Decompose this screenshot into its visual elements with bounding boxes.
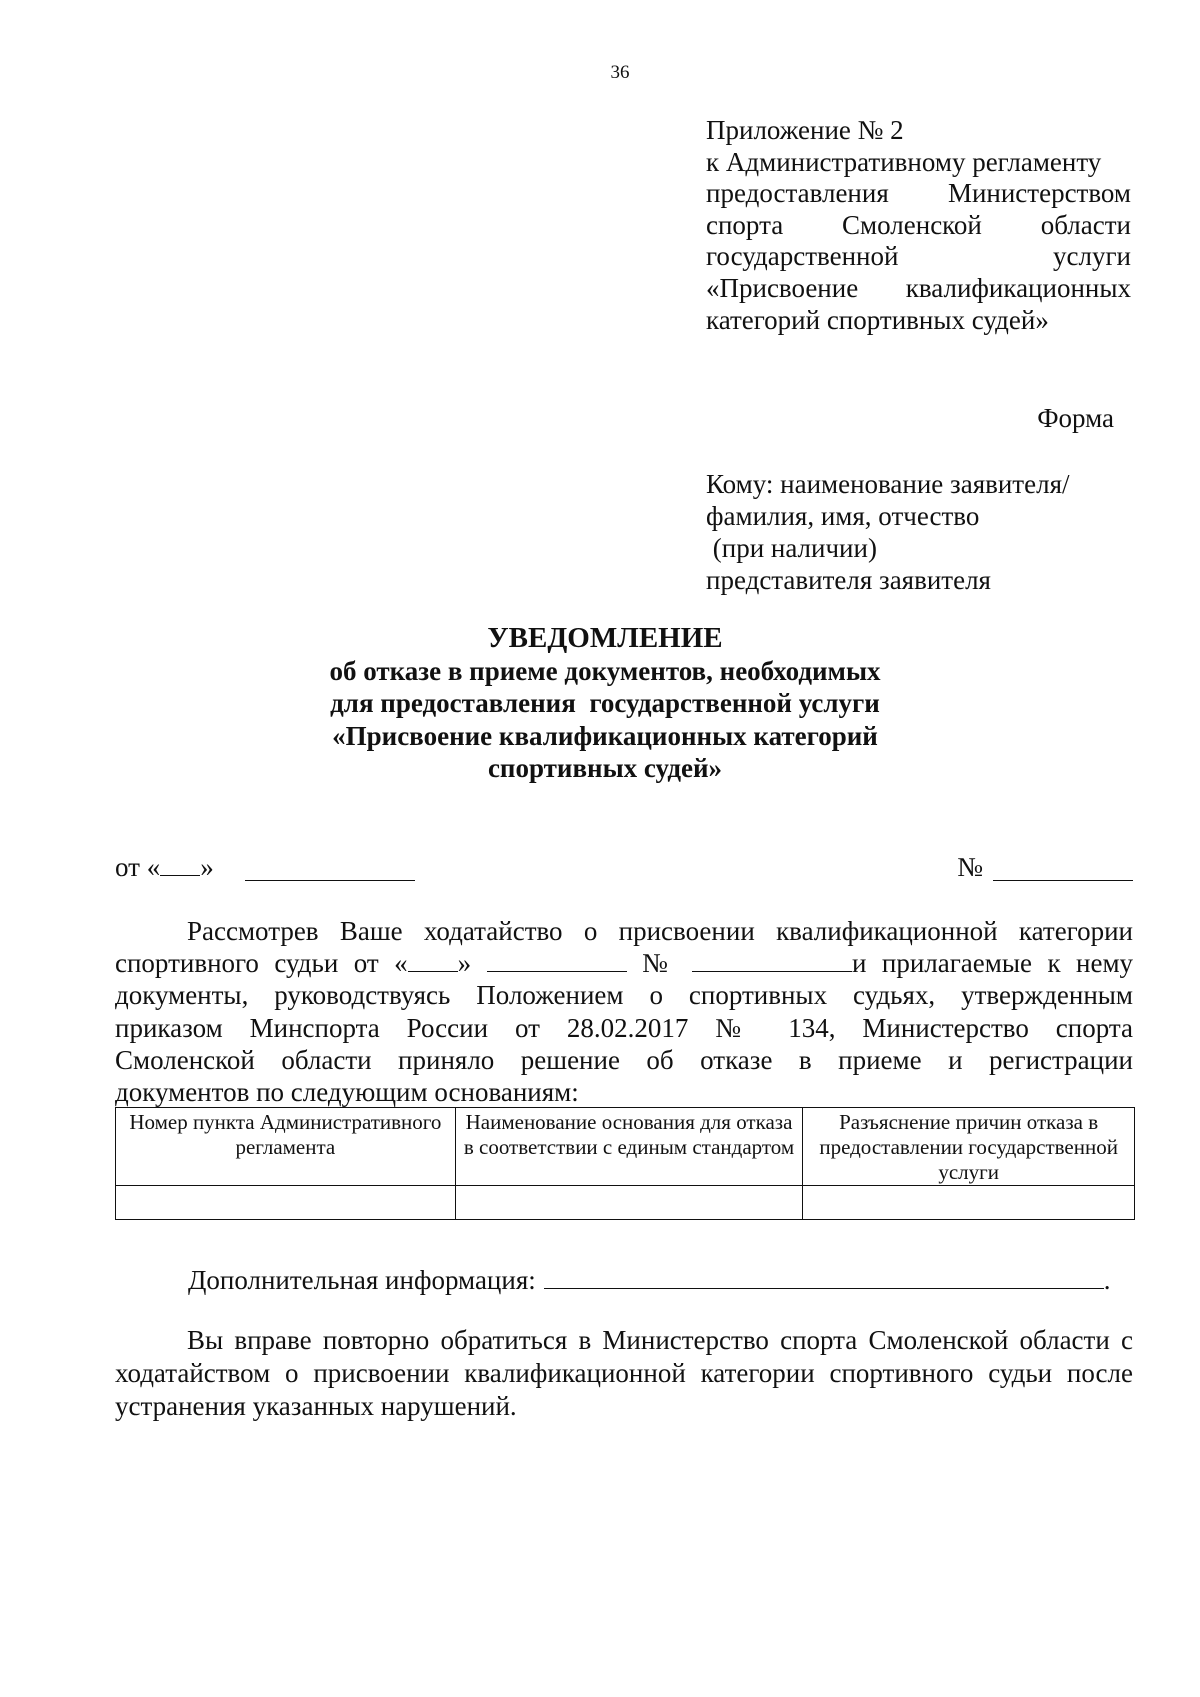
refusal-reasons-table xyxy=(115,1107,1135,1220)
page-number: 36 xyxy=(610,62,630,83)
recipient-line: Кому: наименование заявителя/ xyxy=(706,469,1070,499)
appendix-line: государственной услуги xyxy=(706,241,1131,272)
day-blank xyxy=(408,949,458,972)
additional-info-end: . xyxy=(1103,1265,1111,1295)
date-field xyxy=(115,852,214,883)
recipient-block xyxy=(706,468,1146,596)
notice-subtitle-line: спортивных судей» xyxy=(487,753,723,783)
additional-info-label: Дополнительная информация: xyxy=(188,1265,536,1295)
notice-title xyxy=(240,622,970,785)
body-line: Смоленской области приняло решение об отказе в приеме и регистрации xyxy=(115,1044,1133,1075)
table-header-cell: Номер пункта Административного регламента xyxy=(116,1108,456,1186)
recipient-line: представителя заявителя xyxy=(706,565,991,595)
notice-heading: УВЕДОМЛЕНИЕ xyxy=(487,622,723,654)
appendix-line: спорта Смоленской области xyxy=(706,209,1131,240)
notice-subtitle-line: об отказе в приеме документов, необходимых xyxy=(329,655,881,686)
closing-line: ходатайством о присвоении квалификационной категории спортивного судьи после xyxy=(115,1358,1133,1388)
date-blank xyxy=(487,949,627,972)
appendix-line: категорий спортивных судей» xyxy=(706,304,1049,335)
table-header-cell: Разъяснение причин отказа в предоставлении государственной услуги xyxy=(803,1108,1135,1186)
date-number-row xyxy=(115,852,1133,892)
additional-info-row xyxy=(188,1265,1133,1296)
body-paragraph xyxy=(115,915,1133,1108)
number-blank xyxy=(692,949,852,972)
date-blank xyxy=(245,880,415,881)
table-cell[interactable] xyxy=(116,1186,456,1220)
closing-paragraph xyxy=(115,1324,1133,1423)
body-line: Рассмотрев Ваше ходатайство о присвоении квалификационной категории xyxy=(187,916,1133,946)
appendix-line: «Присвоение квалификационных xyxy=(706,272,1131,303)
recipient-line: (при наличии) xyxy=(706,533,877,563)
body-line: приказом Минспорта России от 28.02.2017 № 134, Министерство спорта xyxy=(115,1012,1133,1043)
table-header-cell: Наименование основания для отказа в соответствии с единым стандартом xyxy=(455,1108,803,1186)
date-prefix: от « xyxy=(115,852,161,882)
table-header-row xyxy=(116,1108,1135,1186)
appendix-line: Приложение № 2 xyxy=(706,115,904,145)
body-line2-end: и прилагаемые к нему xyxy=(851,948,1134,979)
number-sign: № xyxy=(957,852,983,882)
notice-subtitle-line: «Присвоение квалификационных категорий xyxy=(332,720,878,751)
number-blank xyxy=(993,880,1133,881)
table-cell[interactable] xyxy=(803,1186,1135,1220)
day-blank xyxy=(160,853,200,876)
closing-line: устранения указанных нарушений. xyxy=(115,1391,517,1421)
recipient-line: фамилия, имя, отчество xyxy=(706,501,980,531)
body-line2-start: спортивного судьи от « xyxy=(115,948,408,979)
body-line-with-blanks xyxy=(115,947,1133,979)
form-label: Форма xyxy=(1037,403,1114,433)
notice-subtitle-line: для предоставления государственной услуги xyxy=(330,688,880,718)
date-suffix: » xyxy=(200,852,214,882)
body-line2-number-sign: № xyxy=(642,948,677,979)
body-line: документы, руководствуясь Положением о спортивных судьях, утвержденным xyxy=(115,980,1133,1011)
table-cell[interactable] xyxy=(455,1186,803,1220)
additional-info-blank[interactable] xyxy=(544,1266,1104,1289)
appendix-block xyxy=(706,115,1131,336)
appendix-line: к Административному регламенту xyxy=(706,146,1102,177)
appendix-line: предоставления Министерством xyxy=(706,178,1131,209)
closing-line: Вы вправе повторно обратиться в Министерство спорта Смоленской области с xyxy=(187,1325,1133,1355)
table-row xyxy=(116,1186,1135,1220)
body-line: документов по следующим основаниям: xyxy=(115,1077,579,1108)
body-line2-quote: » xyxy=(457,948,472,979)
